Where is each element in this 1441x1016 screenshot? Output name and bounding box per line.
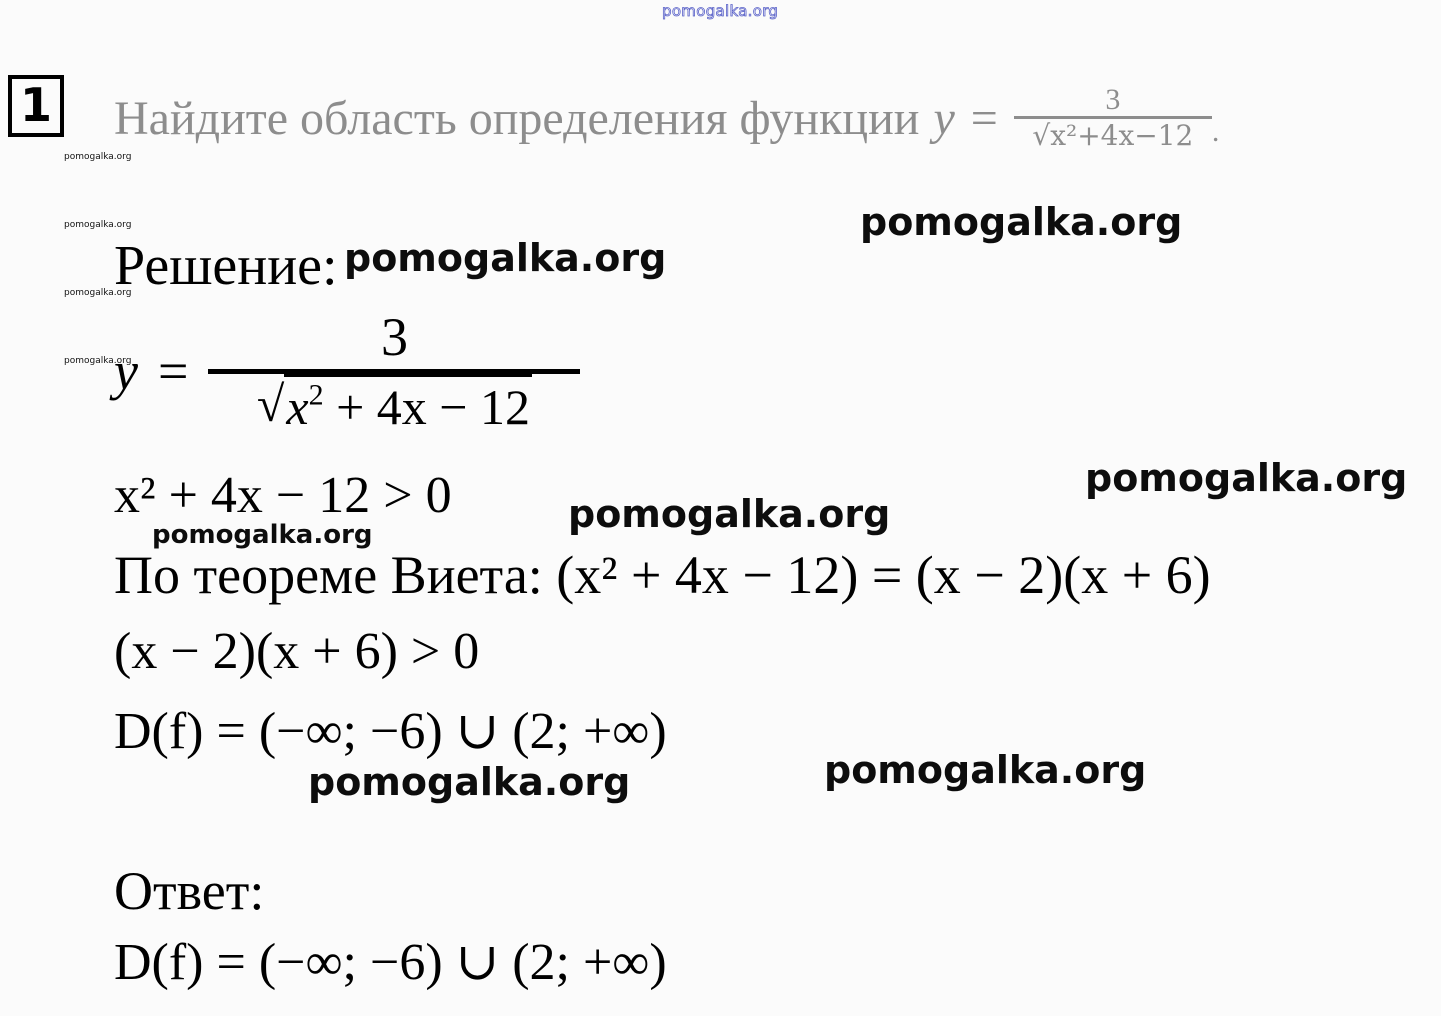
function-fraction [208,305,580,437]
sqrt-symbol: √ [256,376,285,432]
function-equation [114,305,580,437]
problem-denominator: √x²+4x−12 [1032,119,1194,152]
problem-numerator: 3 [1105,83,1121,116]
watermark-big-4: pomogalka.org [568,492,891,536]
function-denominator [257,374,532,437]
problem-var: y [933,92,955,145]
radicand-exp: 2 [308,378,324,412]
problem-eq: = [970,92,998,145]
watermark-big-6: pomogalka.org [824,748,1147,792]
radicand [284,374,532,437]
problem-number: 1 [8,75,64,137]
watermark-tiny-3: pomogalka.org [64,288,132,298]
problem-text: Найдите область определения функции [114,92,920,145]
solution-heading: Решение: [114,235,338,297]
problem-fraction [1014,84,1212,153]
domain-line: D(f) = (−∞; −6) ∪ (2; +∞) [114,703,667,760]
watermark-big-2: pomogalka.org [344,236,667,280]
problem-end: . [1211,115,1220,148]
watermark-mid-1: pomogalka.org [152,520,373,550]
inequality-line: x² + 4x − 12 > 0 [114,467,452,524]
answer-value: D(f) = (−∞; −6) ∪ (2; +∞) [114,934,667,991]
watermark-big-1: pomogalka.org [860,200,1183,244]
function-eq: = [157,341,189,401]
watermark-tiny-4: pomogalka.org [64,356,132,366]
radicand-var: x [286,379,309,435]
problem-statement [114,84,1219,153]
watermark-big-5: pomogalka.org [308,760,631,804]
answer-heading: Ответ: [114,861,265,921]
factored-inequality-line: (x − 2)(x + 6) > 0 [114,623,480,680]
function-lhs: y [114,341,138,401]
vieta-line: По теореме Виета: (x² + 4x − 12) = (x − 2)(x + 6) [114,545,1211,605]
watermark-tiny-1: pomogalka.org [64,152,132,162]
watermark-big-3: pomogalka.org [1085,456,1408,500]
radicand-rest: + 4x − 12 [323,379,530,435]
watermark-top: pomogalka.org [662,2,779,20]
watermark-tiny-2: pomogalka.org [64,220,132,230]
function-numerator: 3 [380,307,408,367]
